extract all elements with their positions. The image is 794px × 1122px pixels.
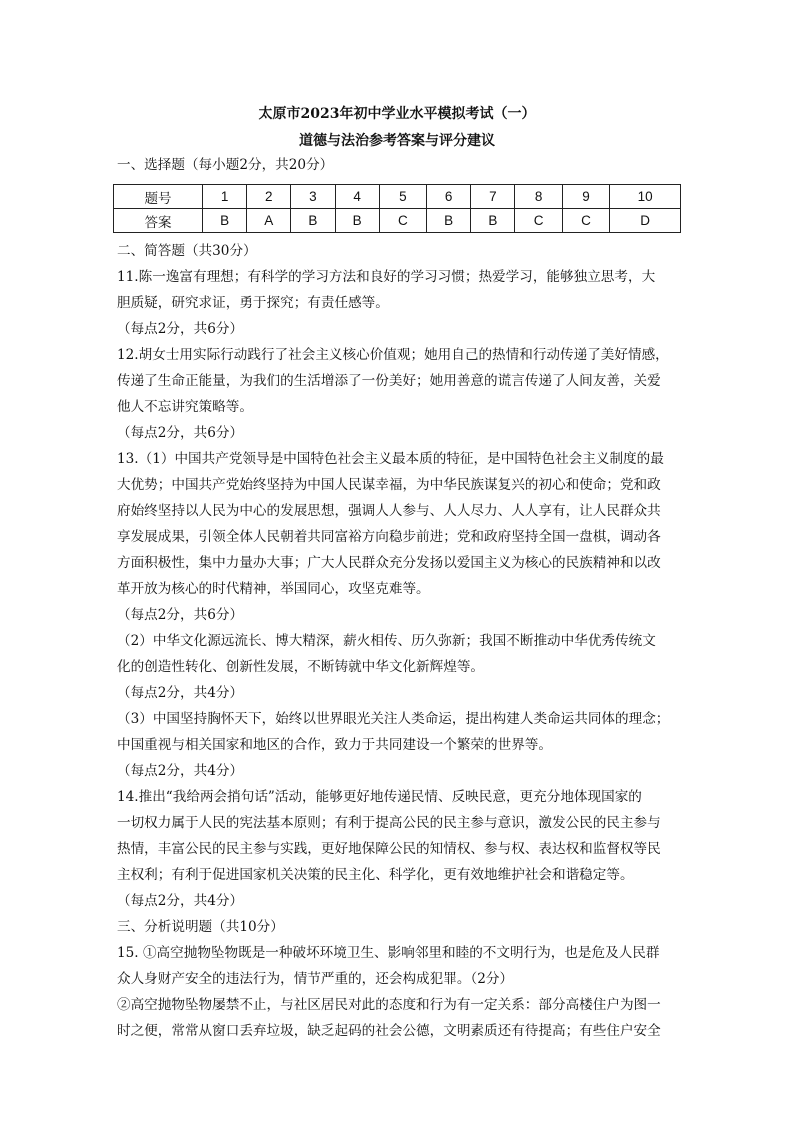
- body-line: 一切权力属于人民的宪法基本原则；有利于提高公民的民主参与意识，激发公民的民主参与: [117, 815, 661, 831]
- row-label-number: 题号: [114, 185, 203, 209]
- answer-cell: A: [247, 209, 291, 233]
- answer-cell: B: [203, 209, 247, 233]
- document-title: 太原市2023年初中学业水平模拟考试（一）: [258, 106, 536, 122]
- answer-cell: C: [379, 209, 426, 233]
- body-line: 胆质疑，研究求证，勇于探究；有责任感等。: [117, 295, 389, 311]
- section-heading-choice: 一、选择题（每小题2分，共20分）: [117, 157, 334, 173]
- answer-cell: D: [610, 209, 681, 233]
- body-line: 革开放为核心的时代精神，举国同心，攻坚克难等。: [117, 581, 430, 597]
- score-note: （每点2分，共4分）: [117, 763, 244, 779]
- score-note: （每点2分，共4分）: [117, 893, 244, 909]
- score-note: （每点2分，共6分）: [117, 321, 244, 337]
- score-note: （每点2分，共6分）: [117, 607, 244, 623]
- body-line: 12.胡女士用实际行动践行了社会主义核心价值观；她用自己的热情和行动传递了美好情感，: [117, 347, 669, 363]
- body-line: 主权利；有利于促进国家机关决策的民主化、科学化，更有效地维护社会和谐稳定等。: [117, 867, 634, 883]
- answer-cell: B: [471, 209, 515, 233]
- question-number: 3: [291, 185, 335, 209]
- answer-cell: B: [291, 209, 335, 233]
- section-heading-analysis: 三、分析说明题（共10分）: [117, 919, 284, 935]
- answer-cell: B: [427, 209, 471, 233]
- answer-table: [113, 184, 681, 233]
- question-number: 6: [427, 185, 471, 209]
- table-row-numbers: [114, 185, 681, 209]
- body-line: 热情，丰富公民的民主参与实践，更好地保障公民的知情权、参与权、表达权和监督权等民: [117, 841, 661, 857]
- question-number: 9: [562, 185, 609, 209]
- section-heading-short-answer: 二、简答题（共30分）: [117, 243, 257, 259]
- answer-cell: C: [562, 209, 609, 233]
- question-number: 7: [471, 185, 515, 209]
- body-line: 众人身财产安全的违法行为，情节严重的，还会构成犯罪。（2分）: [117, 971, 514, 987]
- table-row-answers: [114, 209, 681, 233]
- body-line: 中国重视与相关国家和地区的合作，致力于共同建设一个繁荣的世界等。: [117, 737, 552, 753]
- body-line: 享发展成果，引领全体人民朝着共同富裕方向稳步前进；党和政府坚持全国一盘棋，调动各: [117, 529, 661, 545]
- question-number: 1: [203, 185, 247, 209]
- document-subtitle: 道德与法治参考答案与评分建议: [299, 133, 495, 149]
- body-line: 化的创造性转化、创新性发展，不断铸就中华文化新辉煌等。: [117, 659, 485, 675]
- body-line: 时之便，常常从窗口丢弃垃圾，缺乏起码的社会公德，文明素质还有待提高；有些住户安全: [117, 1023, 661, 1039]
- body-line: 11.陈一逸富有理想；有科学的学习方法和良好的学习习惯；热爱学习，能够独立思考，大: [117, 269, 656, 285]
- body-line: 大优势；中国共产党始终坚持为中国人民谋幸福，为中华民族谋复兴的初心和使命；党和政: [117, 477, 661, 493]
- row-label-answer: 答案: [114, 209, 203, 233]
- question-number: 4: [335, 185, 379, 209]
- answer-cell: B: [335, 209, 379, 233]
- body-line: ②高空抛物坠物屡禁不止，与社区居民对此的态度和行为有一定关系：部分高楼住户为图一: [117, 997, 661, 1013]
- question-number: 10: [610, 185, 681, 209]
- body-line: 13.（1）中国共产党领导是中国特色社会主义最本质的特征，是中国特色社会主义制度的最: [117, 451, 664, 467]
- question-number: 8: [515, 185, 562, 209]
- body-line: 15. ①高空抛物坠物既是一种破坏环境卫生、影响邻里和睦的不文明行为，也是危及人民群: [117, 945, 660, 961]
- body-line: 传递了生命正能量，为我们的生活增添了一份美好；她用善意的谎言传递了人间友善，关爱: [117, 373, 661, 389]
- body-line: 府始终坚持以人民为中心的发展思想，强调人人参与、人人尽力、人人享有，让人民群众共: [117, 503, 661, 519]
- body-line: （3）中国坚持胸怀天下，始终以世界眼光关注人类命运，提出构建人类命运共同体的理念；: [117, 711, 670, 727]
- body-line: 方面积极性，集中力量办大事；广大人民群众充分发扬以爱国主义为核心的民族精神和以改: [117, 555, 661, 571]
- question-number: 5: [379, 185, 426, 209]
- body-line: （2）中华文化源远流长、博大精深，薪火相传、历久弥新；我国不断推动中华优秀传统文: [117, 633, 656, 649]
- score-note: （每点2分，共6分）: [117, 425, 244, 441]
- body-line: 14.推出“我给两会捎句话”活动，能够更好地传递民情、反映民意，更充分地体现国家的: [117, 789, 642, 805]
- question-number: 2: [247, 185, 291, 209]
- answer-cell: C: [515, 209, 562, 233]
- score-note: （每点2分，共4分）: [117, 685, 244, 701]
- body-line: 他人不忘讲究策略等。: [117, 399, 253, 415]
